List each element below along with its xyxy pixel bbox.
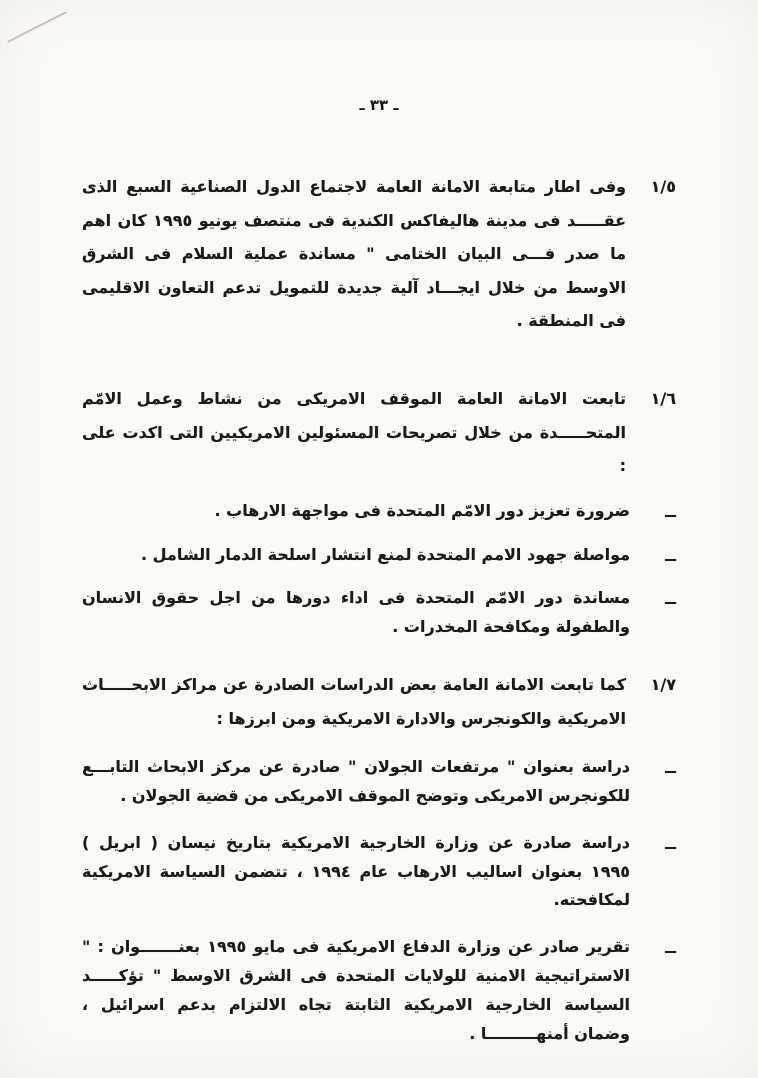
paragraph-1-5 (82, 170, 676, 338)
bullet-dash-icon: ــ (665, 501, 676, 521)
bullet-dash-icon: ــ (665, 758, 676, 778)
paragraph-1-7 (82, 668, 676, 735)
bullet-dash-icon: ــ (665, 938, 676, 958)
list-item-text: تقرير صادر عن وزارة الدفاع الامريكية فى مايو ١٩٩٥ بعنـــــــوان : " الاستراتيجية الامنية للولايات المتحدة فى الشرق الاوسط " تؤكـــــد السياسة الخارجية الامريكية الثابتة تجاه الالتزام بدعم اسرائيل ، وضمان أمنهـــــــــا . (82, 937, 631, 1043)
list-item-text: ضرورة تعزيز دور الامّم المتحدة فى مواجهة الارهاب . (214, 500, 630, 520)
bullet-list-2 (82, 753, 676, 1048)
paragraph-1-6 (82, 382, 676, 483)
list-item (82, 829, 676, 915)
bullet-dash-icon: ــ (665, 589, 676, 609)
bullet-dash-icon: ــ (665, 545, 676, 565)
paragraph-number: ١/٧ (650, 674, 676, 694)
list-item-text: مساندة دور الامّم المتحدة فى اداء دورها من اجل حقوق الانسان والطفولة ومكافحة المخدرات . (82, 588, 630, 637)
paragraph-text: تابعت الامانة العامة الموقف الامريكى من نشاط وعمل الامّم المتحـــــدة من خلال تصريحات المسئولين الامريكيين التى اكدت على : (82, 388, 626, 476)
list-item-text: مواصلة جهود الامم المتحدة لمنع انتشار اسلحة الدمار الشامل . (140, 544, 630, 564)
list-item-text: دراسة بعنوان " مرتفعات الجولان " صادرة عن مركز الابحاث التابـــع للكونجرس الامريكى وتوضح الموقف الامريكى من قضية الجولان . (82, 757, 630, 805)
bullet-list-1 (82, 497, 676, 642)
list-item (82, 541, 676, 571)
paragraph-text: وفى اطار متابعة الامانة العامة لاجتماع الدول الصناعية السبع الذى عقـــــد فى مدينة هاليفاكس الكندية فى منتصف يونيو ١٩٩٥ كان اهم ما صدر فـــى البيان الختامى " مساندة عملية السلام فى الشرق الاوسط من خلال ايجـــاد آلية جديدة للتمويل تدعم التعاون الاقليمى فى المنطقة . (82, 177, 627, 331)
paragraph-number: ١/٦ (650, 388, 676, 408)
paragraph-text: كما تابعت الامانة العامة بعض الدراسات الصادرة عن مراكز الابحـــــاث الامريكية والكونجرس والادارة الامريكية ومن ابرزها : (82, 674, 626, 728)
paragraph-number: ١/٥ (650, 177, 676, 196)
bullet-dash-icon: ــ (665, 833, 676, 853)
list-item (82, 497, 676, 527)
page-number: ـ ٣٣ ـ (359, 96, 399, 114)
list-item-text: دراسة صادرة عن وزارة الخارجية الامريكية بتاريخ نيسان ( ابريل ) ١٩٩٥ بعنوان اساليب الارهاب عام ١٩٩٤ ، تتضمن السياسة الامريكية لمكافحته. (82, 832, 631, 910)
list-item (82, 753, 676, 811)
list-item (82, 933, 676, 1048)
list-item (82, 584, 676, 642)
document-body (0, 170, 758, 1048)
